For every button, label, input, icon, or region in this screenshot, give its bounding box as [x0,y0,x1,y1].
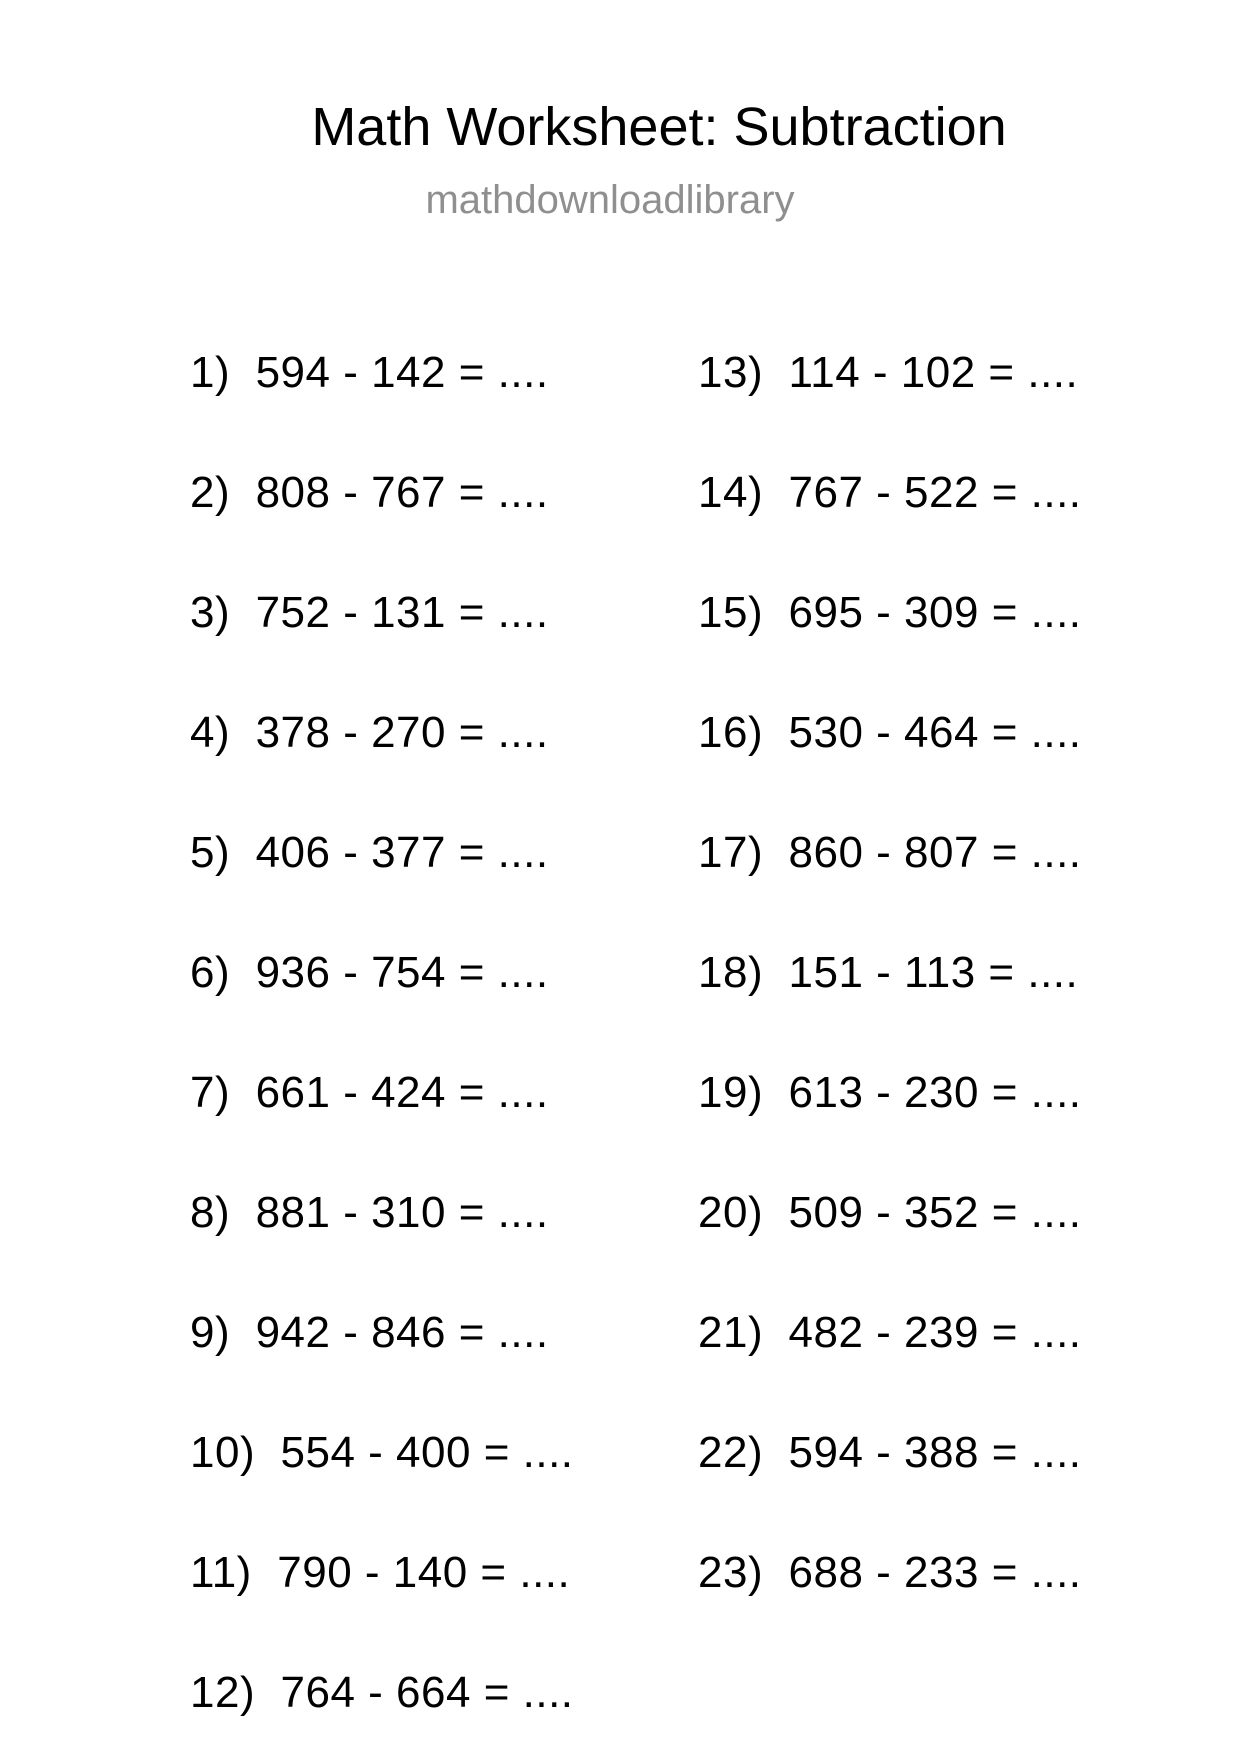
problems-column-left [190,348,574,1754]
problem-row: 23) 688 - 233 = .... [698,1548,1082,1597]
problem-row: 3) 752 - 131 = .... [190,588,549,637]
problem-row: 12) 764 - 664 = .... [190,1668,574,1717]
problem-row: 10) 554 - 400 = .... [190,1428,574,1477]
problem-row: 8) 881 - 310 = .... [190,1188,549,1237]
problem-row: 4) 378 - 270 = .... [190,708,549,757]
problem-row: 13) 114 - 102 = .... [698,348,1079,397]
problem-row: 9) 942 - 846 = .... [190,1308,549,1357]
site-watermark: mathdownloadlibrary [425,178,795,222]
problem-row: 5) 406 - 377 = .... [190,828,549,877]
problem-row: 1) 594 - 142 = .... [190,348,549,397]
problem-row: 15) 695 - 309 = .... [698,588,1082,637]
problem-row: 18) 151 - 113 = .... [698,948,1079,997]
problem-row: 14) 767 - 522 = .... [698,468,1082,517]
problem-row: 2) 808 - 767 = .... [190,468,549,517]
problem-row: 7) 661 - 424 = .... [190,1068,549,1117]
problem-row: 11) 790 - 140 = .... [190,1548,571,1597]
page-title: Math Worksheet: Subtraction [311,97,1007,157]
problems-column-right [698,348,1082,1671]
problem-row: 16) 530 - 464 = .... [698,708,1082,757]
problem-row: 20) 509 - 352 = .... [698,1188,1082,1237]
problem-row: 22) 594 - 388 = .... [698,1428,1082,1477]
problem-row: 6) 936 - 754 = .... [190,948,549,997]
problem-row: 17) 860 - 807 = .... [698,828,1082,877]
problem-row: 21) 482 - 239 = .... [698,1308,1082,1357]
problem-row: 19) 613 - 230 = .... [698,1068,1082,1117]
